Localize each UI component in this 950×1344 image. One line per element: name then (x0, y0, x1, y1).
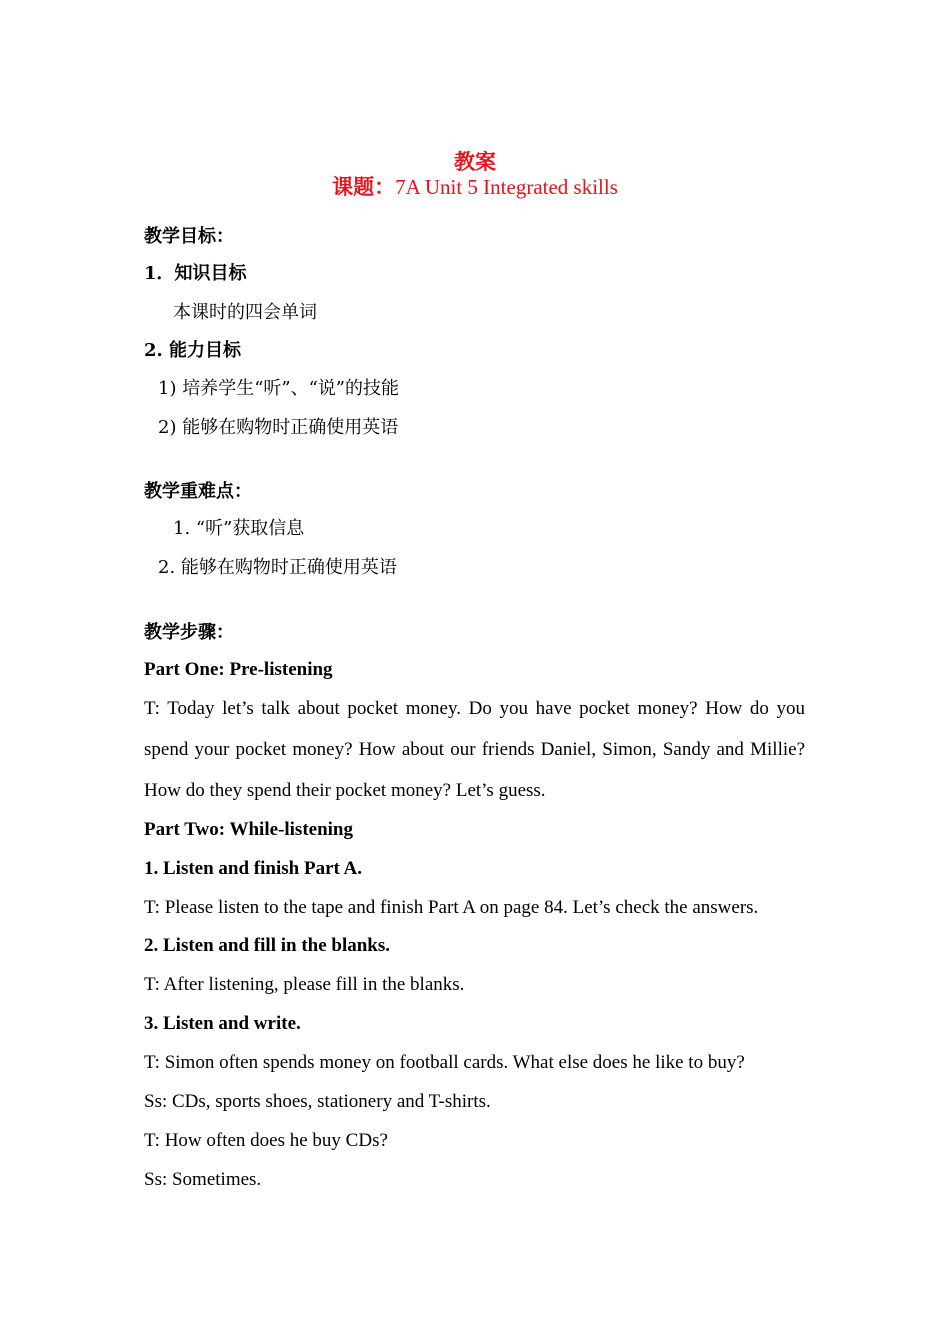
task3-line-1: T: Simon often spends money on football cards. What else does he like to buy? (144, 1052, 745, 1073)
task3-line-4: Ss: Sometimes. (144, 1169, 262, 1190)
steps-heading: 教学步骤： (144, 622, 234, 643)
task3-line-2: Ss: CDs, sports shoes, stationery and T-shirts. (144, 1091, 491, 1112)
ability-item-2: 2) 能够在购物时正确使用英语 (158, 417, 399, 438)
part-one-line-3: How do they spend their pocket money? Let’s guess. (144, 780, 546, 801)
task2-heading: 2. Listen and fill in the blanks. (144, 935, 391, 956)
knowledge-item: 本课时的四会单词 (173, 302, 317, 323)
doc-title: 教案 (454, 149, 496, 174)
task2-line: T: After listening, please fill in the blanks. (144, 974, 465, 995)
key-points-heading: 教学重难点： (144, 481, 252, 502)
key-point-2: 2. 能够在购物时正确使用英语 (158, 557, 397, 578)
task1-line: T: Please listen to the tape and finish Part A on page 84. Let’s check the answers. (144, 897, 759, 918)
task3-line-3: T: How often does he buy CDs? (144, 1130, 388, 1151)
lesson-title (0, 175, 950, 199)
ability-heading: 2. 能力目标 (144, 340, 242, 361)
task3-heading: 3. Listen and write. (144, 1013, 301, 1034)
part-one-line-2: spend your pocket money? How about our friends Daniel, Simon, Sandy and Millie? (144, 739, 805, 760)
part-one-line-1: T: Today let’s talk about pocket money. Do you have pocket money? How do you (144, 698, 805, 719)
knowledge-heading: 1．知识目标 (144, 263, 247, 284)
part-one-heading: Part One: Pre-listening (144, 659, 333, 680)
task1-heading: 1. Listen and finish Part A. (144, 858, 363, 879)
ability-item-1: 1) 培养学生“听”、“说”的技能 (158, 378, 400, 399)
part-two-heading: Part Two: While-listening (144, 819, 353, 840)
lesson-title-subject: 7A Unit 5 Integrated skills (395, 175, 618, 199)
key-point-1: 1. “听”获取信息 (173, 518, 305, 539)
objectives-heading: 教学目标： (144, 226, 234, 247)
lesson-title-label: 课题： (332, 175, 396, 199)
